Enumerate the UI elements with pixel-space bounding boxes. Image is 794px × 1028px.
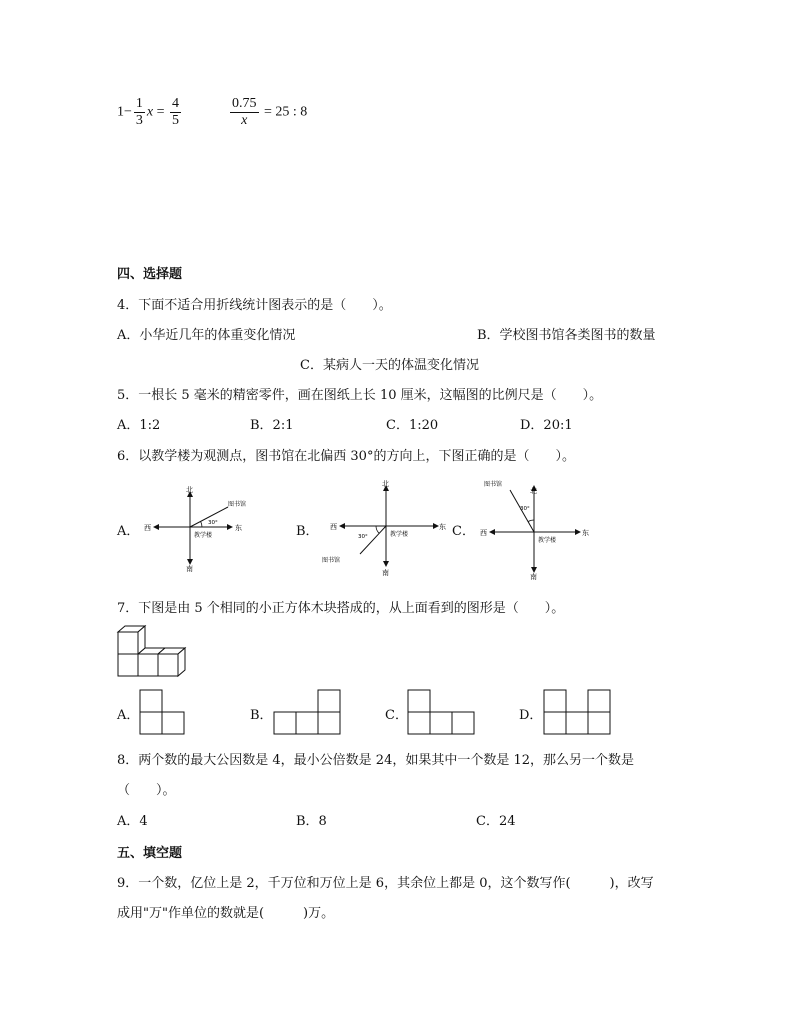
eq2-fraction [230, 96, 259, 129]
library-label: 图书馆 [228, 501, 247, 508]
q6-option-b[interactable]: B． [296, 524, 319, 539]
eq1-frac1-numerator: 1 [135, 96, 143, 111]
q6-option-c[interactable]: C． [452, 524, 475, 539]
library-label: 图书馆 [322, 557, 341, 564]
q4-option-b[interactable]: B．学校图书馆各类图书的数量 [477, 328, 656, 343]
q8-option-b[interactable]: B．8 [296, 814, 327, 829]
q6-option-a[interactable]: A． [117, 524, 140, 539]
west-label: 西 [330, 523, 337, 531]
east-label: 东 [235, 524, 242, 532]
equation-1 [117, 96, 183, 129]
q7-option-b[interactable]: B． [250, 708, 273, 723]
east-label: 东 [439, 523, 446, 531]
q7-stem: 7．下图是由 5 个相同的小正方体木块搭成的，从上面看到的图形是（ ）。 [117, 601, 565, 616]
eq1-prefix: 1− [117, 104, 132, 120]
q8-option-c[interactable]: C．24 [476, 814, 516, 829]
q7-option-a-figure [139, 689, 187, 735]
eq1-frac2-numerator: 4 [172, 96, 180, 111]
north-label: 北 [382, 480, 389, 488]
q5-option-b[interactable]: B．2:1 [250, 418, 294, 433]
section-5-title: 五、填空题 [117, 846, 183, 861]
equation-2 [228, 96, 307, 129]
building-label: 教学楼 [194, 532, 213, 539]
q8-stem-line2: （ ）。 [117, 783, 176, 798]
q6-compass-c [476, 474, 594, 580]
q9-line2: 成用"万"作单位的数就是( )万。 [117, 906, 335, 921]
cube-front-top [118, 632, 138, 654]
south-label: 南 [186, 565, 193, 572]
west-label: 西 [144, 524, 151, 532]
library-label: 图书馆 [484, 481, 503, 488]
q8-option-a[interactable]: A．4 [117, 814, 148, 829]
q7-option-c[interactable]: C． [385, 708, 408, 723]
section-4-title: 四、选择题 [117, 267, 183, 282]
q6-compass-b [318, 478, 446, 578]
q7-option-a[interactable]: A． [117, 708, 140, 723]
cube-front [138, 654, 158, 676]
south-label: 南 [382, 569, 389, 577]
eq2-rhs: = 25 : 8 [260, 104, 308, 120]
q5-stem: 5．一根长 5 毫米的精密零件，画在图纸上长 10 厘米，这幅图的比例尺是（ ）。 [117, 388, 603, 403]
south-label: 南 [530, 573, 537, 580]
angle-arc [376, 526, 379, 533]
angle-label: 30° [208, 520, 218, 526]
q6-compass-a [140, 482, 250, 572]
library-direction-line [360, 526, 386, 554]
eq1-equals: = [153, 104, 169, 120]
angle-label: 30° [358, 534, 368, 540]
q5-option-d[interactable]: D．20:1 [520, 418, 573, 433]
q4-option-a[interactable]: A．小华近几年的体重变化情况 [117, 328, 296, 343]
eq1-variable: x [146, 104, 154, 120]
eq1-frac2-denominator: 5 [172, 113, 180, 128]
q7-option-d[interactable]: D． [519, 708, 543, 723]
north-label: 北 [530, 487, 537, 495]
eq1-fraction-2 [170, 96, 181, 129]
building-label: 教学楼 [538, 537, 557, 544]
q5-option-a[interactable]: A．1:2 [117, 418, 161, 433]
q7-option-c-figure [407, 689, 477, 735]
eq1-fraction-1 [134, 96, 145, 129]
q4-option-c[interactable]: C．某病人一天的体温变化情况 [300, 358, 479, 373]
q5-option-c[interactable]: C．1:20 [386, 418, 439, 433]
q9-line1: 9．一个数，亿位上是 2，千万位和万位上是 6，其余位上都是 0，这个数写作( )，改写 [117, 876, 654, 891]
west-label: 西 [480, 529, 487, 537]
angle-arc [201, 521, 202, 527]
cube-front [118, 654, 138, 676]
cube-front [158, 654, 178, 676]
eq2-numerator: 0.75 [232, 96, 257, 111]
q7-option-d-figure [543, 689, 613, 735]
building-label: 教学楼 [390, 531, 409, 538]
east-label: 东 [582, 529, 589, 537]
angle-label: 30° [520, 506, 530, 512]
eq2-denominator: x [230, 112, 259, 129]
q8-stem-line1: 8．两个数的最大公因数是 4，最小公倍数是 24，如果其中一个数是 12，那么另一个数是 [117, 753, 635, 768]
eq1-frac1-denominator: 3 [135, 113, 143, 128]
q6-stem: 6．以教学楼为观测点，图书馆在北偏西 30°的方向上，下图正确的是（ ）。 [117, 449, 575, 464]
angle-arc [528, 520, 534, 522]
q7-cube-stack [116, 624, 196, 680]
q7-option-b-figure [273, 689, 343, 735]
q4-stem: 4．下面不适合用折线统计图表示的是（ ）。 [117, 298, 392, 313]
north-label: 北 [186, 486, 193, 494]
